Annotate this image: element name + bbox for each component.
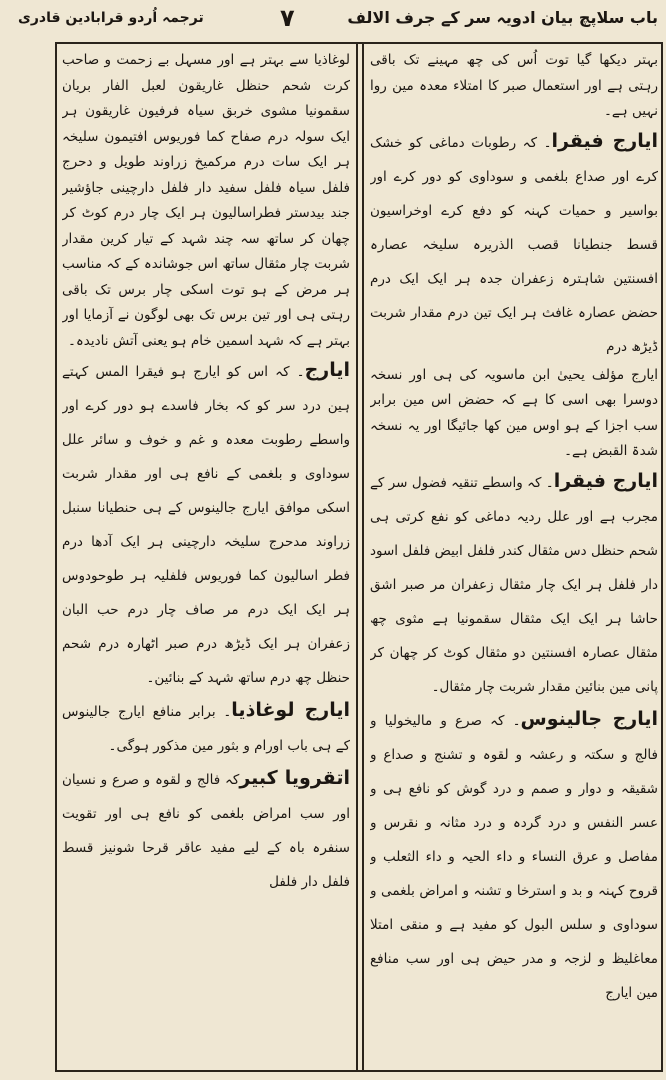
entry-heading <box>62 762 350 898</box>
paragraph: ۔ کہ اس کو ایارج ہو فیقرا المس کہتے ہین درد سر کو کہ بخار فاسدے ہو دور کرے اور واسطے رطوبت معدہ و غم و خوف و سائر علل سوداوی و بلغمی کے نافع ہی اور مقدار شربت اسکی موافق ایارج جالینوس کے ہی حنطیانا سنبل زراوند مدحرج سلیخہ دارچینی ہر ایک آدھا درم فطر اسالیون کما فوریوس فلفلیہ ہر طوحودوس ہر ایک ایک درم مر صاف چار درم حب البان زعفران ہر ایک ڈیڑھ درم صبر اٹھارہ درم شحم حنظل چھ درم ساتھ شہد کے بنائین۔ <box>62 364 350 686</box>
entry-heading <box>370 703 658 1009</box>
heading-term: ایارج <box>304 359 350 381</box>
entry-heading <box>62 354 350 694</box>
heading-term: اتقرویا کبیر <box>239 767 350 789</box>
paragraph: ۔ برابر منافع ایارج جالینوس کے ہی باب اورام و بثور مین مذکور ہوگی۔ <box>62 704 350 754</box>
column-divider <box>362 42 364 1072</box>
heading-term: ایارج فیقرا <box>553 469 658 492</box>
page-header <box>0 0 666 40</box>
paragraph: کہ فالج و لقوہ و صرع و نسیان اور سب امراض بلغمی کو نافع ہی اور تقویت سنفرہ باہ کے لیے مفید عاقر قرحا شونیز قسط فلفل دار فلفل <box>62 772 350 890</box>
paragraph: بہتر دیکھا گیا توت اُس کی چھ مہینے تک باقی رہتی ہے اور استعمال صبر کا امتلاء معدہ مین روا نہیں ہے۔ <box>370 52 658 119</box>
paragraph: ایارج مؤلف یحییٰ ابن ماسویہ کی ہی اور نسخہ دوسرا بھی اسی کا ہے کہ حضض اس مین برابر سب اجزا کے ہو اوس مین کھا جائیگا اور یہ نسخہ شدۃ القبض ہے۔ <box>370 366 658 459</box>
right-column <box>370 48 658 1066</box>
book-title: ترجمہ اُردو قرابادین قادری <box>18 10 204 26</box>
paragraph: ۔ کہ صرع و مالیخولیا و فالج و سکتہ و رعشہ و لقوہ و تشنج و صداع و شقیقہ و دوار و صمم و درد گوش کو نافع ہی و عسر النفس و درد گردہ و درد مثانہ و نقرس و مفاصل و عرق النساء و داء الحیہ و داء الثعلب و قروح کہنہ و بد و استرخا و تشنہ و امراض بلغمی و سوداوی و سلس البول کو مفید ہے و منقی امتلا معاغلیظ و لزجہ و مدر حیض ہی اور سب منافع مین ایارج <box>370 712 658 1001</box>
chapter-title: باب سلاپچ بیان ادویہ سر کے جرف الالف <box>347 8 658 27</box>
column-divider <box>356 42 358 1072</box>
entry-heading <box>62 694 350 762</box>
paragraph: لوغاذیا سے بہتر ہے اور مسہل بے زحمت و صاحب کرت شحم حنظل غاریقون لعبل الفار بریان سقمونیا مشوی خربق سیاہ فرفیون غاریقون ہر ایک سولہ درم صفاح کما فوریوس افتیمون سلیخہ ہر ایک سات درم مرکمیخ زراوند طویل و دحرج فلفل سیاہ فلفل سفید دار فلفل دارچینی جاؤشیر جند بیدستر فطراسالیون ہر ایک چار درم کوٹ کر چھان کر ساتھ سہ چند شہد کے تیار کرین مقدار شربت چار مثقال ساتھ اس جوشاندہ کے کہ مناسب ہر مرض کے ہو توت اسکی چار برس تک باقی رہتی ہی اور تین برس تک بھی لوگون نے آزمایا اور بہتر ہے کہ شہد اسمین خام ہو یعنی آتش نادیدہ۔ <box>62 52 350 349</box>
left-column <box>62 48 350 1066</box>
heading-term: ایارج جالینوس <box>520 707 658 730</box>
entry-heading <box>370 465 658 703</box>
heading-term: ایارج فیقرا <box>551 129 658 152</box>
heading-term: ایارج لوغاذیا <box>231 699 350 721</box>
paragraph: ۔ کہ رطوبات دماغی کو خشک کرے اور صداع بلغمی و سوداوی کو دور کرے اور بواسیر و حمیات کہنہ کو دفع کرے اوخراسیون قسط جنطیانا قصب الذریرہ سلیخہ عصارہ افسنتین شاہترہ زعفران جدہ ہر ایک ایک درم حضض عصارہ غافث ہر ایک تین درم مقدار شربت ڈیڑھ درم <box>370 134 658 355</box>
paragraph: ۔ کہ واسطے تنقیہ فضول سر کے مجرب ہے اور علل ردیہ دماغی کو نفع کرتی ہی شحم حنظل دس مثقال کندر فلفل ابیض فلفل اسود دار فلفل ہر ایک چار مثقال زعفران مر صبر اشق حاشا ہر ایک ایک مثقال سقمونیا ہے مثوی چھ مثقال عصارہ افسنتین دو مثقال کوٹ کر چھان کر پانی مین بنائین مقدار شربت چار مثقال۔ <box>370 474 658 695</box>
entry-heading <box>370 125 658 363</box>
page-number: ۷ <box>280 4 295 32</box>
